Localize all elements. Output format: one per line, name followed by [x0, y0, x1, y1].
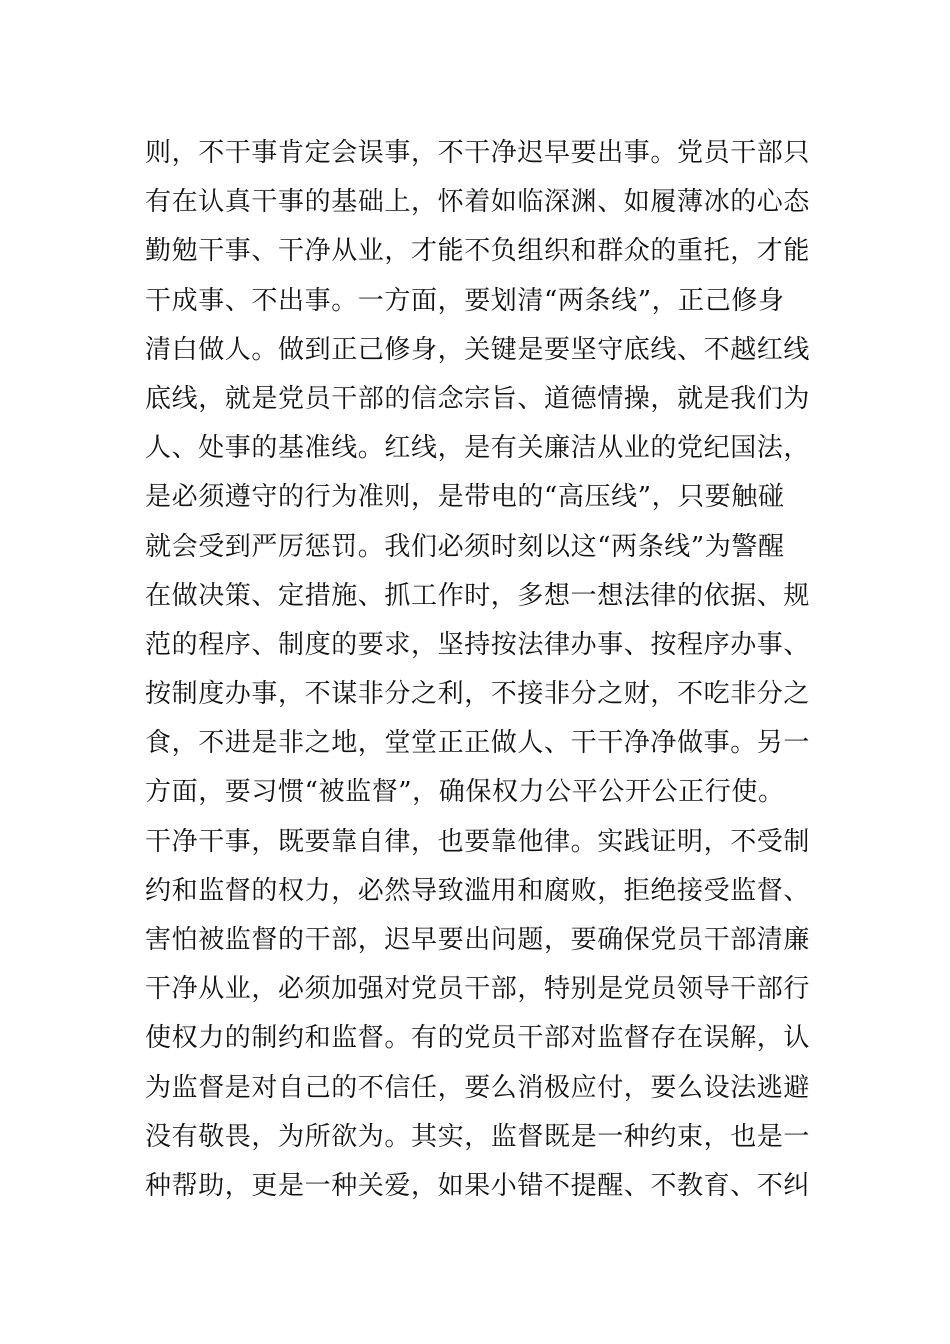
text-line: 干成事、不出事。一方面，要划清“两条线”，正己修身	[145, 285, 785, 316]
text-line: 约和监督的权力，必然导致滥用和腐败，拒绝接受监督、	[145, 875, 811, 906]
text-line: 食，不进是非之地，堂堂正正做人、干干净净做事。另一	[145, 728, 811, 759]
text-line: 人、处事的基准线。红线，是有关廉洁从业的党纪国法，	[145, 433, 811, 464]
text-line: 就会受到严厉惩罚。我们必须时刻以这“两条线”为警醒	[145, 531, 785, 562]
text-line: 没有敬畏，为所欲为。其实，监督既是一种约束，也是一	[145, 1121, 811, 1152]
text-line: 则，不干事肯定会误事，不干净迟早要出事。党员干部只	[145, 138, 811, 168]
text-line: 为监督是对自己的不信任，要么消极应付，要么设法逃避	[145, 1072, 811, 1103]
text-line: 按制度办事，不谋非分之利，不接非分之财，不吃非分之	[145, 679, 811, 710]
text-line: 使权力的制约和监督。有的党员干部对监督存在误解，认	[145, 1023, 811, 1054]
text-line: 在做决策、定措施、抓工作时，多想一想法律的依据、规	[145, 580, 811, 611]
text-line: 范的程序、制度的要求，坚持按法律办事、按程序办事、	[145, 629, 811, 660]
text-line: 害怕被监督的干部，迟早要出问题，要确保党员干部清廉	[145, 925, 811, 955]
body-text	[145, 129, 825, 1211]
text-line: 底线，就是党员干部的信念宗旨、道德情操，就是我们为	[145, 383, 811, 414]
text-line: 方面，要习惯“被监督”，确保权力公平公开公正行使。	[145, 777, 785, 808]
text-line: 清白做人。做到正己修身，关键是要坚守底线、不越红线	[145, 334, 811, 365]
text-line: 是必须遵守的行为准则，是带电的“高压线”，只要触碰	[145, 482, 785, 513]
text-line: 干净干事，既要靠自律，也要靠他律。实践证明，不受制	[145, 826, 811, 857]
text-line: 干净从业，必须加强对党员干部，特别是党员领导干部行	[145, 974, 811, 1005]
text-line: 种帮助，更是一种关爱，如果小错不提醒、不教育、不纠	[145, 1170, 811, 1201]
text-line: 有在认真干事的基础上，怀着如临深渊、如履薄冰的心态	[145, 187, 811, 218]
text-line: 勤勉干事、干净从业，才能不负组织和群众的重托，才能	[145, 236, 811, 267]
